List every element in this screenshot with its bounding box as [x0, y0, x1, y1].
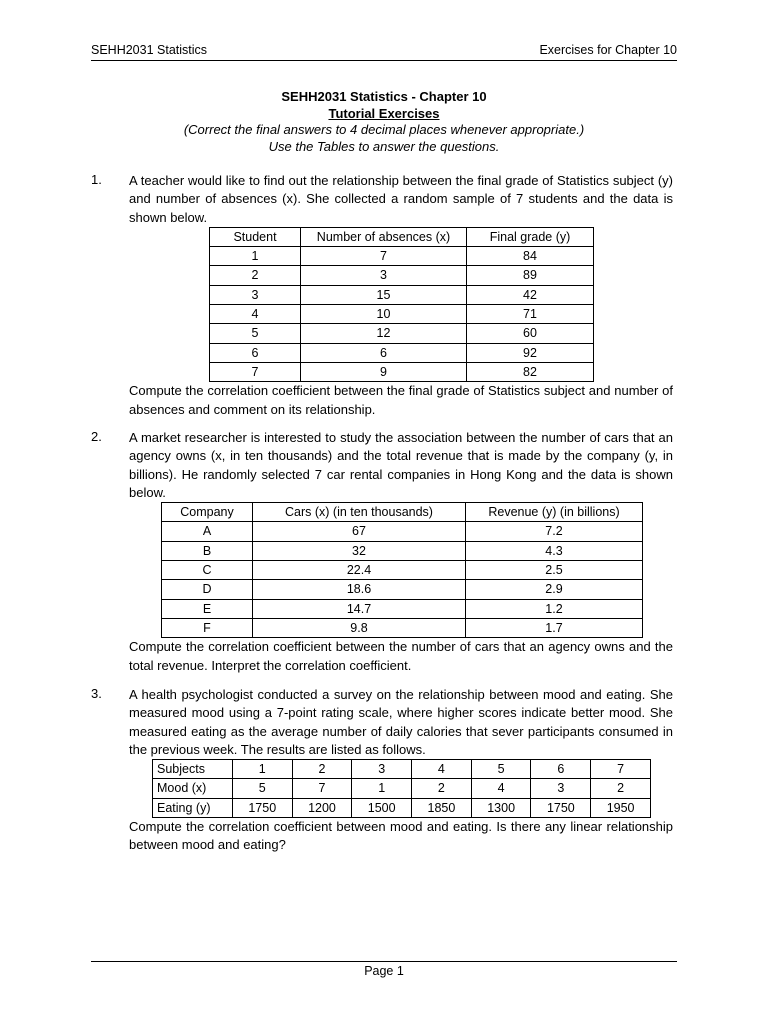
- table-cell: 18.6: [253, 580, 466, 599]
- table-cell: 1: [352, 779, 412, 798]
- question-prompt: Compute the correlation coefficient between mood and eating. Is there any linear relationship between mood and eating?: [129, 819, 673, 853]
- table-cell: 5: [471, 760, 531, 779]
- header-course: SEHH2031 Statistics: [91, 43, 208, 57]
- rounding-instruction: (Correct the final answers to 4 decimal places whenever appropriate.): [183, 122, 585, 137]
- table-cell: B: [162, 541, 253, 560]
- table-cell: 3: [301, 266, 467, 285]
- table-cell: 92: [467, 343, 594, 362]
- table-row: [210, 362, 594, 381]
- table-header-cell: Company: [162, 503, 253, 522]
- table-cell: 67: [253, 522, 466, 541]
- table-row: [210, 324, 594, 343]
- table-cell: E: [162, 599, 253, 618]
- question-2: [91, 429, 677, 675]
- table-row: [162, 580, 643, 599]
- table-cell: D: [162, 580, 253, 599]
- table-cell: 1750: [531, 798, 591, 817]
- table-row: [210, 305, 594, 324]
- table-cell: 1500: [352, 798, 412, 817]
- question-number: 3.: [91, 686, 102, 701]
- page-header: [91, 43, 677, 61]
- table-row: [210, 247, 594, 266]
- table-row: [162, 522, 643, 541]
- table-cell: 15: [301, 285, 467, 304]
- table-cell: 2: [292, 760, 352, 779]
- table-header-cell: Revenue (y) (in billions): [466, 503, 643, 522]
- table-cell: 1950: [591, 798, 651, 817]
- question-1: [91, 172, 677, 419]
- table-cell: 4: [412, 760, 472, 779]
- table-row: [162, 561, 643, 580]
- table-cell: 10: [301, 305, 467, 324]
- document-title: SEHH2031 Statistics - Chapter 10: [281, 89, 487, 104]
- data-table: [152, 759, 651, 818]
- table-row: [162, 618, 643, 637]
- table-cell: 2: [591, 779, 651, 798]
- table-row: [210, 266, 594, 285]
- question-number: 1.: [91, 172, 102, 187]
- table-cell: 3: [210, 285, 301, 304]
- table-cell: 5: [210, 324, 301, 343]
- table-row-label: Mood (x): [153, 779, 233, 798]
- table-cell: F: [162, 618, 253, 637]
- question-intro: A market researcher is interested to study the association between the number of cars that an agency owns (x, in ten thousands) and the total revenue that is made by the company (y, in billions). He randomly selected 7 car rental companies in Hong Kong and the data is shown below.: [129, 430, 673, 500]
- table-cell: 2: [210, 266, 301, 285]
- question-number: 2.: [91, 429, 102, 444]
- table-cell: 60: [467, 324, 594, 343]
- table-row: [153, 779, 651, 798]
- data-table: [209, 227, 594, 382]
- table-header-cell: Final grade (y): [467, 227, 594, 246]
- table-cell: 6: [210, 343, 301, 362]
- page-number: Page 1: [364, 964, 404, 978]
- table-cell: 12: [301, 324, 467, 343]
- footer-divider: [91, 961, 677, 962]
- table-header-row: [162, 503, 643, 522]
- title-block: [91, 89, 677, 155]
- table-cell: A: [162, 522, 253, 541]
- table-row-label: Subjects: [153, 760, 233, 779]
- table-cell: 7: [210, 362, 301, 381]
- tables-instruction: Use the Tables to answer the questions.: [268, 138, 500, 154]
- table-header-row: [210, 227, 594, 246]
- table-cell: 7: [292, 779, 352, 798]
- table-cell: 2: [412, 779, 472, 798]
- question-prompt: Compute the correlation coefficient between the number of cars that an agency owns and the total revenue. Interpret the correlation coefficient.: [129, 639, 673, 673]
- document-subtitle: Tutorial Exercises: [328, 105, 440, 121]
- table-row-label: Eating (y): [153, 798, 233, 817]
- table-row: [153, 798, 651, 817]
- table-cell: 3: [531, 779, 591, 798]
- table-cell: 4: [471, 779, 531, 798]
- table-cell: 6: [301, 343, 467, 362]
- table-cell: C: [162, 561, 253, 580]
- table-row: [153, 760, 651, 779]
- table-cell: 1: [232, 760, 292, 779]
- table-cell: 4.3: [466, 541, 643, 560]
- table-cell: 9: [301, 362, 467, 381]
- table-cell: 1750: [232, 798, 292, 817]
- table-cell: 42: [467, 285, 594, 304]
- table-cell: 9.8: [253, 618, 466, 637]
- question-intro: A teacher would like to find out the relationship between the final grade of Statistics subject (y) and number of absences (x). She collected a random sample of 7 students and the data is shown below.: [129, 173, 673, 225]
- table-row: [162, 541, 643, 560]
- question-3: [91, 686, 677, 855]
- table-cell: 1300: [471, 798, 531, 817]
- table-row: [210, 285, 594, 304]
- table-cell: 6: [531, 760, 591, 779]
- table-cell: 89: [467, 266, 594, 285]
- table-cell: 1.2: [466, 599, 643, 618]
- table-row: [162, 599, 643, 618]
- data-table: [161, 502, 643, 638]
- table-cell: 2.9: [466, 580, 643, 599]
- table-cell: 1850: [412, 798, 472, 817]
- table-cell: 32: [253, 541, 466, 560]
- table-cell: 84: [467, 247, 594, 266]
- table-cell: 7.2: [466, 522, 643, 541]
- table-cell: 5: [232, 779, 292, 798]
- table-header-cell: Number of absences (x): [301, 227, 467, 246]
- table-cell: 14.7: [253, 599, 466, 618]
- table-cell: 1.7: [466, 618, 643, 637]
- header-chapter: Exercises for Chapter 10: [539, 43, 677, 57]
- table-cell: 1200: [292, 798, 352, 817]
- table-row: [210, 343, 594, 362]
- table-cell: 3: [352, 760, 412, 779]
- table-cell: 22.4: [253, 561, 466, 580]
- question-prompt: Compute the correlation coefficient between the final grade of Statistics subject and number of absences and comment on its relationship.: [129, 383, 673, 417]
- table-cell: 7: [591, 760, 651, 779]
- table-cell: 71: [467, 305, 594, 324]
- table-cell: 82: [467, 362, 594, 381]
- table-header-cell: Student: [210, 227, 301, 246]
- table-cell: 4: [210, 305, 301, 324]
- table-cell: 2.5: [466, 561, 643, 580]
- table-cell: 1: [210, 247, 301, 266]
- question-intro: A health psychologist conducted a survey on the relationship between mood and eating. She measured mood using a 7-point rating scale, where higher scores indicate better mood. She measured eating as the average number of daily calories that sever participants consumed in the previous week. The results are listed as follows.: [129, 687, 673, 757]
- table-cell: 7: [301, 247, 467, 266]
- table-header-cell: Cars (x) (in ten thousands): [253, 503, 466, 522]
